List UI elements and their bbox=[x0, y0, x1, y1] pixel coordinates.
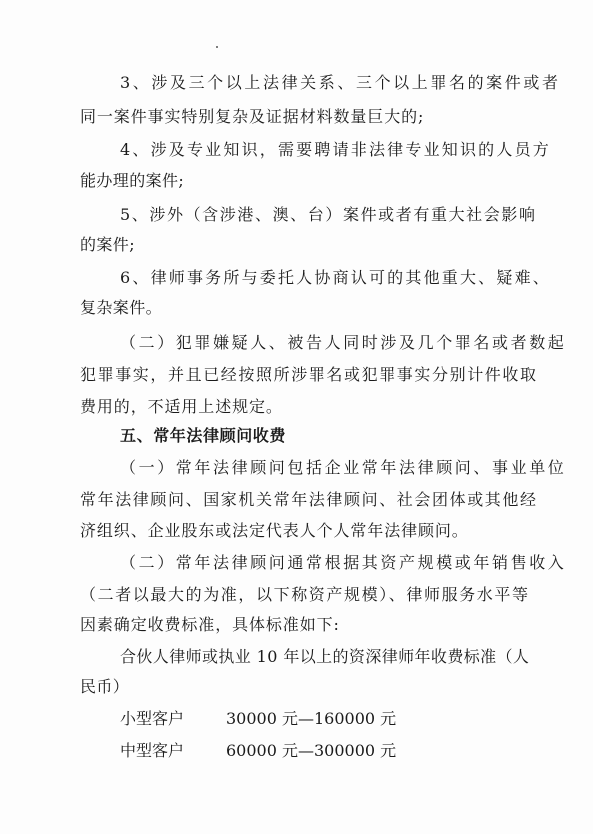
paragraph-line: 3、涉及三个以上法律关系、三个以上罪名的案件或者 bbox=[120, 73, 561, 92]
paragraph-line: 同一案件事实特别复杂及证据材料数量巨大的; bbox=[80, 107, 425, 126]
fee-value: 60000 元—300000 元 bbox=[226, 741, 397, 760]
paragraph-line: 的案件; bbox=[80, 235, 135, 254]
paragraph-line: 5、涉外（含涉港、澳、台）案件或者有重大社会影响 bbox=[120, 205, 537, 224]
paragraph-line: （二者以最大的为准，以下称资产规模）、律师服务水平等 bbox=[80, 585, 530, 604]
fee-label: 小型客户 bbox=[120, 709, 185, 728]
paragraph-line: 合伙人律师或执业 10 年以上的资深律师年收费标准（人 bbox=[120, 647, 530, 666]
paragraph-line: 犯罪事实，并且已经按照所涉罪名或犯罪事实分别计件收取 bbox=[80, 365, 538, 384]
paragraph-line: 6、律师事务所与委托人协商认可的其他重大、疑难、 bbox=[120, 268, 551, 287]
paragraph-line: 4、涉及专业知识，需要聘请非法律专业知识的人员方 bbox=[120, 140, 551, 159]
fee-value: 30000 元—160000 元 bbox=[226, 709, 397, 728]
paragraph-line: 能办理的案件; bbox=[80, 171, 185, 190]
paragraph-line: 因素确定收费标准，具体标准如下: bbox=[80, 615, 340, 634]
section-heading: 五、常年法律顾问收费 bbox=[120, 426, 287, 445]
paragraph-line: 复杂案件。 bbox=[80, 298, 163, 317]
scan-speck bbox=[216, 46, 218, 48]
paragraph-line: （二）常年法律顾问通常根据其资产规模或年销售收入 bbox=[120, 553, 567, 572]
paragraph-line: 济组织、企业股东或法定代表人个人常年法律顾问。 bbox=[80, 521, 469, 540]
paragraph-line: 常年法律顾问、国家机关常年法律顾问、社会团体或其他经 bbox=[80, 490, 538, 509]
paragraph-line: 费用的，不适用上述规定。 bbox=[80, 397, 283, 416]
paragraph-line: （二）犯罪嫌疑人、被告人同时涉及几个罪名或者数起 bbox=[120, 333, 567, 352]
fee-label: 中型客户 bbox=[120, 741, 185, 760]
paragraph-line: 民币） bbox=[80, 677, 130, 696]
paragraph-line: （一）常年法律顾问包括企业常年法律顾问、事业单位 bbox=[120, 458, 567, 477]
